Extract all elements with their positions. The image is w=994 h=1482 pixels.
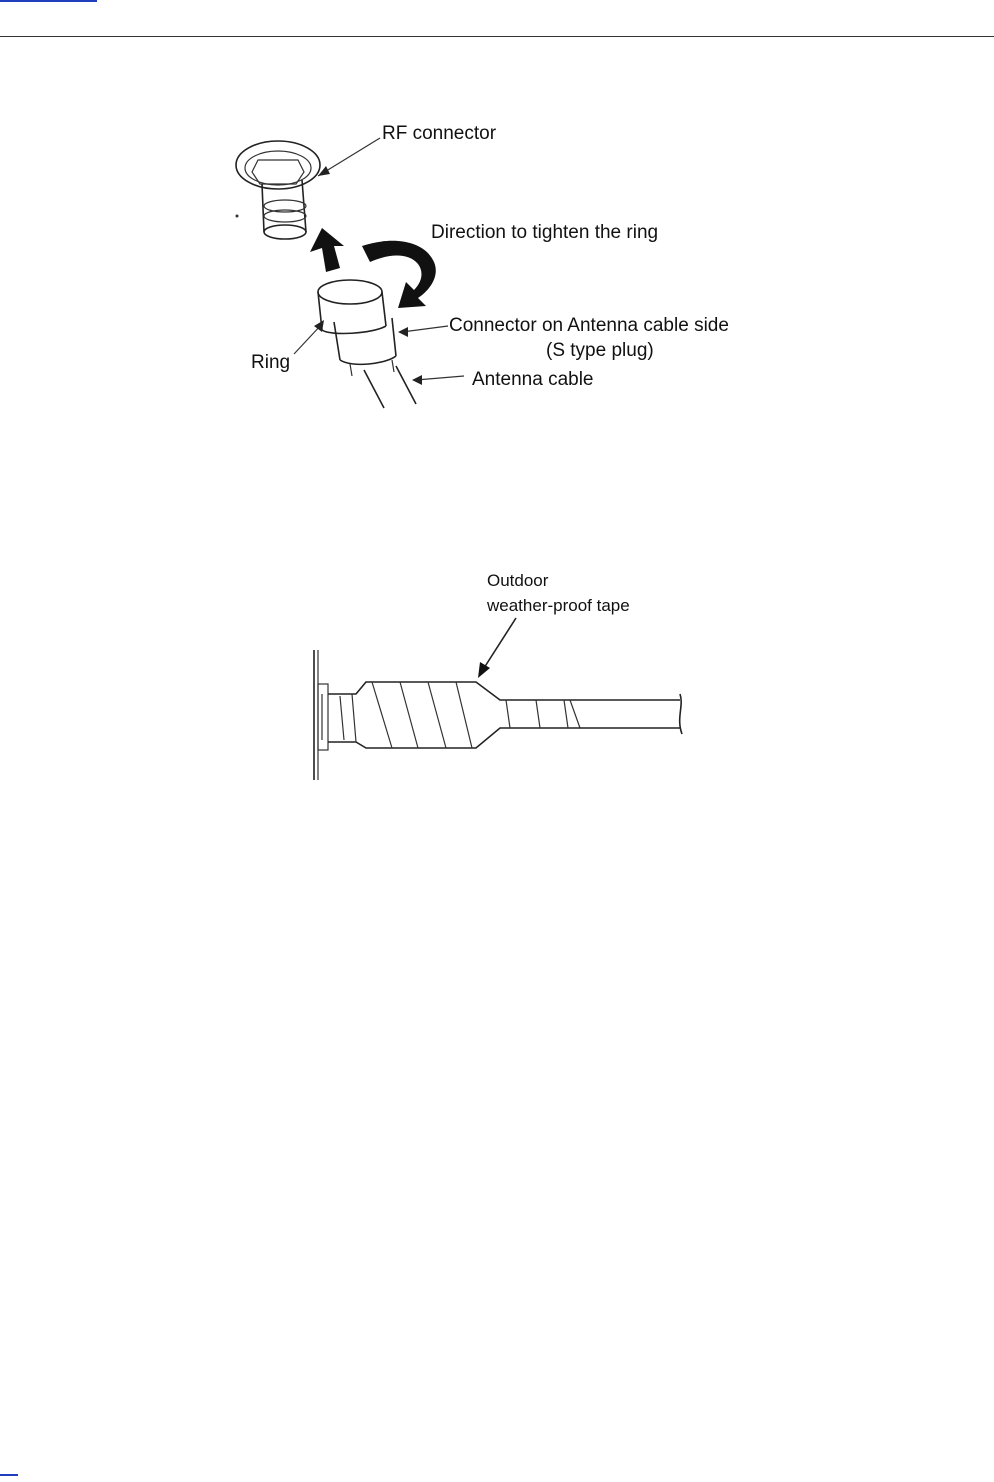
connector-label-line2: (S type plug) <box>546 340 654 361</box>
bottom-link-underline[interactable] <box>0 1474 18 1476</box>
header-rule <box>0 36 994 37</box>
ring-label: Ring <box>251 352 291 373</box>
s-type-plug-drawing <box>318 280 396 376</box>
push-arrow-icon <box>310 228 344 272</box>
leader-tape <box>484 618 516 668</box>
leader-connector <box>402 326 448 332</box>
direction-label: Direction to tighten the ring <box>431 222 659 243</box>
taped-connector-drawing <box>328 682 580 748</box>
antenna-cable-label: Antenna cable <box>472 369 594 390</box>
top-link-underline[interactable] <box>0 0 97 2</box>
leader-cable <box>416 376 464 380</box>
tape-label-line1: Outdoor <box>487 571 549 590</box>
rf-connector-label: RF connector <box>382 123 497 144</box>
tape-label-line2: weather-proof tape <box>487 596 630 615</box>
tighten-arrow-icon <box>362 241 436 308</box>
rf-connector-drawing <box>236 141 321 239</box>
cable-drawing <box>576 694 682 734</box>
antenna-cable-drawing <box>364 366 416 408</box>
wall-plate-drawing <box>314 650 328 780</box>
weatherproof-tape-figure <box>0 560 994 790</box>
connector-label-line1: Connector on Antenna cable side <box>449 315 729 336</box>
rf-connector-figure <box>0 100 994 430</box>
